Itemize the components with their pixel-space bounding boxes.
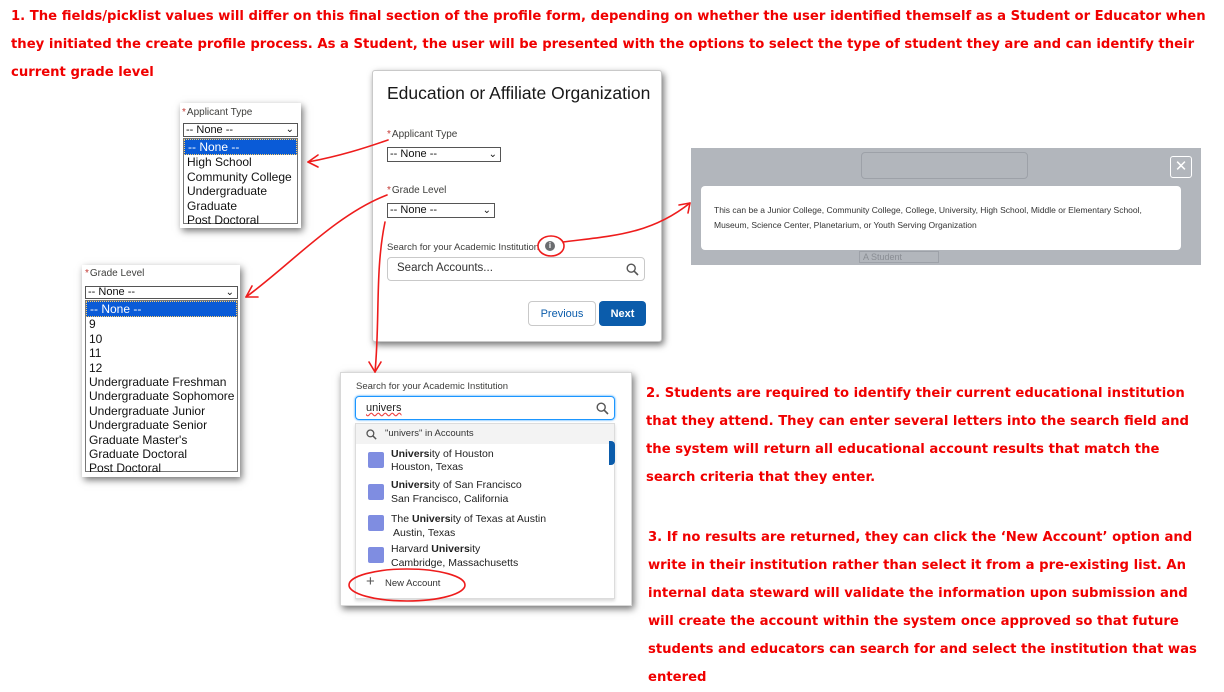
search-label: Search for your Academic Institution [356, 381, 509, 392]
grade-level-label: *Grade Level [387, 185, 447, 196]
result-item[interactable] [356, 478, 614, 508]
search-icon [596, 402, 609, 415]
result-title: Harvard University [391, 543, 481, 555]
chevron-down-icon: ⌄ [488, 149, 497, 160]
applicant-type-options [183, 138, 298, 228]
bg-field [861, 152, 1028, 179]
option-ug-junior[interactable]: Undergraduate Junior [89, 403, 206, 418]
grade-level-dropdown-panel [82, 265, 240, 477]
search-icon [366, 429, 377, 440]
option-9[interactable]: 9 [89, 317, 96, 332]
tooltip-screenshot [691, 148, 1201, 265]
result-item[interactable] [356, 542, 614, 572]
option-11[interactable]: 11 [89, 346, 102, 361]
result-subtitle: San Francisco, California [391, 493, 509, 505]
result-subtitle: Cambridge, Massachusetts [391, 557, 519, 569]
close-button[interactable]: ✕ [1170, 156, 1192, 178]
result-item[interactable] [356, 447, 614, 477]
account-icon [368, 452, 384, 468]
result-title: The University of Texas at Austin [391, 513, 547, 525]
search-icon [626, 263, 639, 276]
option-high-school[interactable]: High School [187, 155, 252, 170]
result-title: University of Houston [391, 448, 494, 460]
search-results-panel [340, 372, 632, 606]
applicant-type-dropdown-panel [180, 103, 301, 228]
note-1: 1. The fields/picklist values will differ on this final section of the profile form, depending on whether the user identified themself as a Student or Educator when they initiated the create profile process. As a Student, the user will be presented with the options to select the type of student they are and can identify their current grade level [11, 9, 1206, 80]
result-subtitle: Houston, Texas [391, 461, 464, 473]
option-ug-senior[interactable]: Undergraduate Senior [89, 418, 208, 433]
search-label: Search for your Academic Institution [387, 242, 540, 253]
results-dropdown [355, 423, 615, 599]
result-item[interactable] [356, 512, 614, 542]
grade-level-select[interactable]: -- None -- ⌄ [387, 203, 495, 218]
option-grad-doctoral[interactable]: Graduate Doctoral [89, 447, 188, 462]
education-form-card [372, 70, 662, 342]
new-account-label: New Account [385, 578, 441, 589]
note-3: 3. If no results are returned, they can click the ‘New Account’ option and write in their institution rather than select it from a pre-existing list. An internal data steward will validate the information upon submission and will create the account within the system once approved so that future students and educators can search for and select the institution that was entered [648, 530, 1197, 685]
applicant-type-select[interactable]: -- None -- ⌄ [387, 147, 501, 162]
option-post-doctoral[interactable]: Post Doctoral [187, 213, 260, 228]
account-icon [368, 484, 384, 500]
chevron-down-icon: ⌄ [225, 287, 234, 298]
plus-icon: + [366, 573, 375, 590]
account-icon [368, 515, 384, 531]
option-community-college[interactable]: Community College [187, 169, 292, 184]
grade-level-label: *Grade Level [85, 268, 145, 279]
search-summary-text: "univers" in Accounts [385, 428, 474, 439]
tooltip-text: This can be a Junior College, Community College, College, University, High School, Middle or Elementary School, Museum, Science Center, Planetarium, or Youth Serving Organization [714, 205, 1142, 230]
search-query: univers [366, 402, 402, 414]
account-icon [368, 547, 384, 563]
applicant-type-select[interactable]: -- None -- ⌄ [183, 123, 298, 137]
result-subtitle: Austin, Texas [393, 527, 456, 539]
grade-level-options [85, 300, 238, 476]
form-title: Education or Affiliate Organization [387, 83, 651, 103]
tooltip-popover [701, 186, 1181, 250]
grade-level-select[interactable]: -- None -- ⌄ [85, 286, 238, 299]
bg-select: A Student [859, 251, 939, 263]
option-undergraduate[interactable]: Undergraduate [187, 184, 268, 199]
option-none[interactable]: -- None -- [86, 301, 237, 317]
next-button[interactable]: Next [599, 301, 646, 326]
search-input[interactable] [355, 396, 615, 420]
chevron-down-icon: ⌄ [482, 205, 491, 216]
option-ug-freshman[interactable]: Undergraduate Freshman [89, 375, 227, 390]
previous-button[interactable]: Previous [528, 301, 596, 326]
button-peek [609, 441, 615, 465]
option-none[interactable]: -- None -- [184, 139, 297, 155]
option-12[interactable]: 12 [89, 360, 103, 375]
option-grad-masters[interactable]: Graduate Master's [89, 432, 188, 447]
info-icon[interactable]: i [545, 241, 555, 251]
option-10[interactable]: 10 [89, 331, 103, 346]
result-title: University of San Francisco [391, 479, 522, 491]
option-post-doctoral[interactable]: Post Doctoral [89, 461, 162, 476]
option-graduate[interactable]: Graduate [187, 198, 238, 213]
search-summary-row[interactable] [356, 424, 614, 444]
applicant-type-label: *Applicant Type [387, 129, 458, 140]
new-account-option[interactable] [356, 574, 614, 594]
search-placeholder: Search Accounts... [397, 262, 493, 274]
search-input[interactable] [387, 257, 645, 281]
chevron-down-icon: ⌄ [285, 124, 294, 135]
option-ug-sophomore[interactable]: Undergraduate Sophomore [89, 389, 235, 404]
applicant-type-label: *Applicant Type [182, 107, 253, 118]
note-2: 2. Students are required to identify their current educational institution that they attend. They can enter several letters into the search field and the system will return all educational account results that match the search criteria that they enter. [646, 386, 1189, 485]
